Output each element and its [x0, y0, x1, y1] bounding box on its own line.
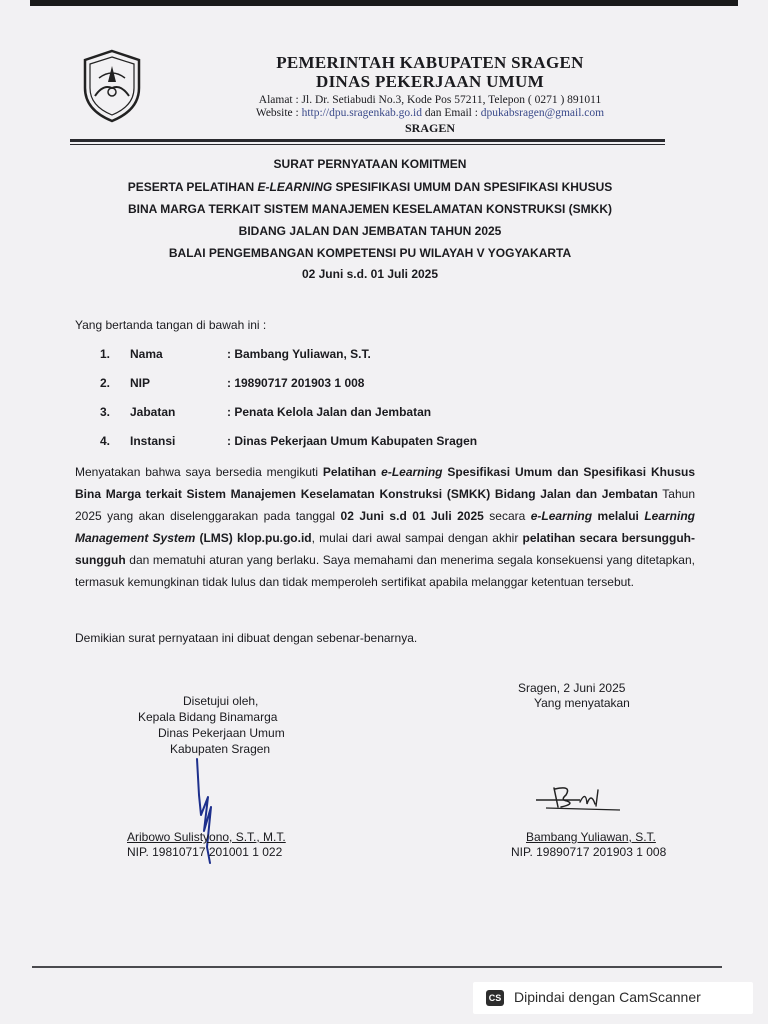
approver-role-line-3: Kabupaten Sragen [170, 742, 271, 756]
subtitle-line-1 [60, 180, 680, 194]
scan-top-edge [30, 0, 738, 6]
declarant-label: Yang menyatakan [534, 696, 630, 710]
identity-value: : Bambang Yuliawan, S.T. [227, 347, 371, 361]
statement-bold-italic: e-Learning [381, 465, 443, 479]
place-and-date: Sragen, 2 Juni 2025 [518, 681, 626, 695]
identity-number: 2. [100, 376, 111, 390]
statement-bold-italic: e-Learning [530, 509, 593, 523]
identity-number: 3. [100, 405, 111, 419]
subtitle-line-1-c: SPESIFIKASI UMUM DAN SPESIFIKASI KHUSUS [332, 180, 613, 194]
declarant-name: Bambang Yuliawan, S.T. [526, 830, 656, 844]
page-bottom-edge [32, 966, 722, 968]
statement-bold: Spesifikasi Umum dan Spesifikasi Khusus Bina Marga terkait Sistem Manajemen Keselamatan Konstruksi (SMKK) Bidang Jalan dan Jembatan [75, 465, 696, 501]
declarant-nip: NIP. 19890717 201903 1 008 [511, 845, 667, 859]
training-period: 02 Juni s.d. 01 Juli 2025 [301, 267, 439, 281]
closing-text: Demikian surat pernyataan ini dibuat dengan sebenar-benarnya. [75, 631, 418, 645]
statement-bold: melalui [592, 509, 645, 523]
contact-line [190, 107, 670, 119]
declarant-signature [520, 780, 630, 820]
camscanner-text: Dipindai dengan CamScanner [514, 989, 701, 1005]
email-prefix: dan Email : [422, 107, 481, 119]
camscanner-icon: CS [486, 990, 504, 1006]
identity-label: Instansi [130, 434, 176, 448]
identity-number: 1. [100, 347, 111, 361]
subtitle-line-1-a: PESERTA PELATIHAN [127, 180, 258, 194]
identity-label: Nama [130, 347, 163, 361]
website-link[interactable]: http://dpu.sragenkab.go.id [301, 107, 423, 119]
statement-bold: (LMS) klop.pu.go.id [195, 531, 312, 545]
identity-value: : 19890717 201903 1 008 [227, 376, 365, 390]
identity-value: : Dinas Pekerjaan Umum Kabupaten Sragen [227, 434, 478, 448]
statement-text: Tahun 2025 yang akan diselenggarakan pada tanggal [75, 487, 695, 523]
letterhead-rule-thick [70, 139, 665, 142]
statement-bold-italic: Learning Management System [75, 509, 695, 545]
statement-text: , mulai dari awal sampai dengan akhir [311, 531, 523, 545]
subtitle-line-4: BALAI PENGEMBANGAN KOMPETENSI PU WILAYAH V YOGYAKARTA [168, 246, 572, 260]
identity-label: NIP [130, 376, 151, 390]
approver-name: Aribowo Sulistyono, S.T., M.T. [127, 830, 286, 844]
regency-crest-logo [81, 48, 143, 124]
statement-paragraph [75, 461, 695, 593]
department-name: DINAS PEKERJAAN UMUM [316, 72, 544, 91]
approver-role-line-2: Dinas Pekerjaan Umum [158, 726, 285, 740]
statement-date-bold: 02 Juni s.d 01 Juli 2025 [340, 509, 484, 523]
approver-role-line-1: Kepala Bidang Binamarga [138, 710, 278, 724]
website-prefix: Website : [255, 107, 302, 119]
identity-value: : Penata Kelola Jalan dan Jembatan [227, 405, 432, 419]
subtitle-line-3: BIDANG JALAN DAN JEMBATAN TAHUN 2025 [238, 224, 502, 238]
letterhead-city: SRAGEN [404, 121, 455, 135]
subtitle-line-1-elearning: E-LEARNING [257, 180, 333, 194]
approved-by-label: Disetujui oleh, [183, 694, 259, 708]
email-link[interactable]: dpukabsragen@gmail.com [480, 107, 605, 119]
document-title: SURAT PERNYATAAN KOMITMEN [273, 157, 467, 171]
office-address: Alamat : Jl. Dr. Setiabudi No.3, Kode Pos 57211, Telepon ( 0271 ) 891011 [258, 94, 602, 106]
government-name: PEMERINTAH KABUPATEN SRAGEN [276, 53, 584, 72]
statement-text: secara [483, 509, 531, 523]
subtitle-line-2: BINA MARGA TERKAIT SISTEM MANAJEMEN KESELAMATAN KONSTRUKSI (SMKK) [128, 202, 612, 216]
statement-text: Menyatakan bahwa saya bersedia mengikuti [75, 465, 323, 479]
statement-bold: Pelatihan [322, 465, 382, 479]
statement-text: dan mematuhi aturan yang berlaku. Saya memahami dan menerima segala konsekuensi yang ditetapkan, termasuk kemungkinan tidak lulus dan tidak memperoleh sertifikat apabila melanggar ketentuan tersebut. [75, 553, 695, 589]
identity-number: 4. [100, 434, 111, 448]
identity-label: Jabatan [130, 405, 176, 419]
intro-text: Yang bertanda tangan di bawah ini : [75, 318, 267, 332]
approver-nip: NIP. 19810717 201001 1 022 [127, 845, 283, 859]
camscanner-watermark [473, 982, 753, 1014]
letterhead-rule-thin [70, 144, 665, 145]
statement-bold: pelatihan secara bersungguh-sungguh [75, 531, 695, 567]
